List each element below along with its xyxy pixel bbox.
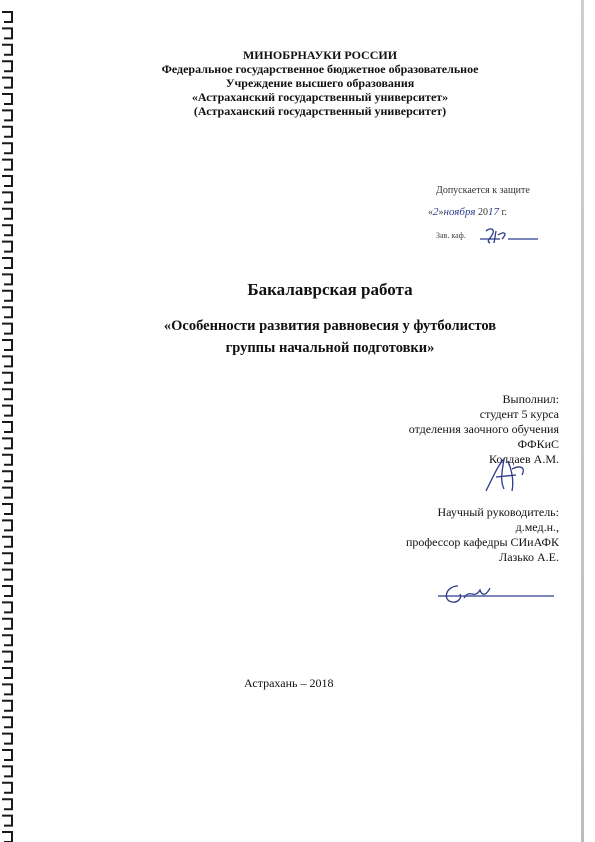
supervisor-position: профессор кафедры СИиАФК [405,535,559,549]
supervisor-role: Научный руководитель: [437,505,559,519]
binding-ring [2,192,12,202]
binding-ring [2,242,12,252]
binding-ring [2,717,12,727]
binding-ring [2,406,12,416]
head-of-department-label: Зав. каф. [436,231,466,240]
author-role: Выполнил: [502,392,559,406]
binding-ring [2,258,12,268]
date-month-handwritten: ноября [443,206,476,218]
institution-type-line-2: Учреждение высшего образования [225,76,415,90]
binding-ring [2,635,12,645]
binding-ring [2,602,12,612]
binding-ring [2,438,12,448]
institution-type-line-1: Федеральное государственное бюджетное образовательное [161,62,479,76]
binding-ring [2,176,12,186]
binding-ring [2,127,12,137]
city-year: Астрахань – 2018 [244,676,334,690]
binding-ring [2,94,12,104]
binding-ring [2,389,12,399]
binding-ring [2,471,12,481]
binding-ring [2,110,12,120]
binding-ring [2,504,12,514]
binding-ring [2,766,12,776]
binding-ring [2,307,12,317]
binding-ring [2,209,12,219]
supervisor-signature [436,580,556,610]
spiral-binding [0,0,26,842]
author-faculty: ФФКиС [517,437,559,451]
binding-ring [2,701,12,711]
thesis-title-line-2: группы начальной подготовки» [225,340,435,356]
supervisor-name: Лазько А.Е. [499,550,559,564]
binding-ring [2,586,12,596]
binding-ring [2,12,12,22]
university-short-name: (Астраханский государственный университет) [193,104,447,118]
binding-ring [2,816,12,826]
work-type-title: Бакалаврская работа [247,280,413,299]
binding-ring [2,832,12,842]
binding-ring [2,422,12,432]
binding-ring [2,78,12,88]
binding-ring [2,225,12,235]
binding-ring [2,160,12,170]
binding-ring [2,570,12,580]
binding-ring [2,537,12,547]
binding-ring [2,520,12,530]
binding-ring [2,668,12,678]
binding-ring [2,143,12,153]
institution-header [110,48,530,118]
author-signature [482,455,532,495]
date-day-handwritten: 2 [433,206,439,218]
binding-ring [2,734,12,744]
binding-ring [2,373,12,383]
thesis-title-line-1: «Особенности развития равновесия у футболистов [163,318,497,334]
supervisor-block [406,505,559,565]
binding-ring [2,652,12,662]
binding-ring [2,619,12,629]
university-name: «Астраханский государственный университет» [191,90,449,104]
author-department: отделения заочного обучения [408,422,559,436]
binding-ring [2,28,12,38]
binding-ring [2,783,12,793]
binding-ring [2,356,12,366]
binding-ring [2,45,12,55]
author-course: студент 5 курса [479,407,559,421]
head-signature [478,225,548,247]
page-edge [581,0,584,842]
admission-date: «2»ноября 2017 г. [428,206,507,218]
admission-label: Допускается к защите [436,185,530,196]
binding-ring [2,61,12,71]
supervisor-degree: д.мед.н., [515,520,559,534]
ministry-line: МИНОБРНАУКИ РОССИИ [242,48,398,62]
binding-ring [2,799,12,809]
binding-ring [2,684,12,694]
binding-ring [2,488,12,498]
date-year-handwritten: 17 [487,206,499,218]
binding-ring [2,553,12,563]
binding-ring [2,455,12,465]
binding-ring [2,750,12,760]
author-name: Колдаев А.М. [489,452,559,466]
